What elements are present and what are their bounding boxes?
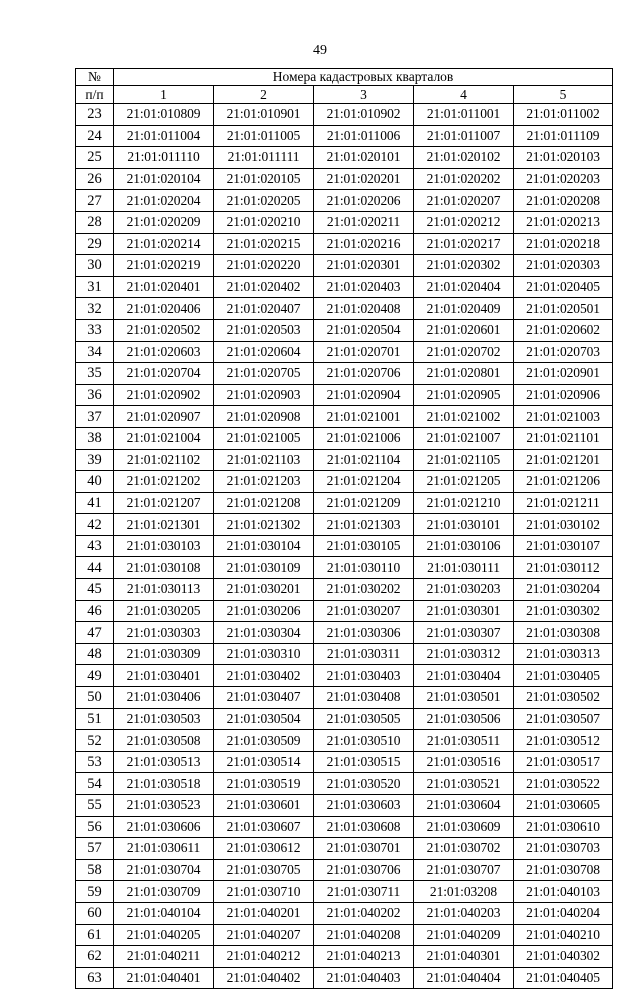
row-number: 46 [76, 600, 114, 622]
cadastral-number-cell: 21:01:011006 [314, 125, 414, 147]
cadastral-number-cell: 21:01:020901 [514, 363, 613, 385]
cadastral-number-cell: 21:01:030505 [314, 708, 414, 730]
header-number-label: № [76, 69, 114, 86]
table-row [76, 341, 613, 363]
row-number: 29 [76, 233, 114, 255]
row-number: 35 [76, 363, 114, 385]
cadastral-number-cell: 21:01:030501 [414, 687, 514, 709]
cadastral-number-cell: 21:01:011111 [214, 147, 314, 169]
cadastral-number-cell: 21:01:020219 [114, 255, 214, 277]
cadastral-number-cell: 21:01:020203 [514, 168, 613, 190]
row-number: 51 [76, 708, 114, 730]
row-number: 27 [76, 190, 114, 212]
table-row [76, 946, 613, 968]
cadastral-number-cell: 21:01:030205 [114, 600, 214, 622]
cadastral-number-cell: 21:01:020906 [514, 384, 613, 406]
cadastral-number-cell: 21:01:020206 [314, 190, 414, 212]
cadastral-number-cell: 21:01:020211 [314, 211, 414, 233]
cadastral-number-cell: 21:01:021004 [114, 427, 214, 449]
cadastral-number-cell: 21:01:030607 [214, 816, 314, 838]
cadastral-number-cell: 21:01:030404 [414, 665, 514, 687]
cadastral-number-cell: 21:01:011004 [114, 125, 214, 147]
row-number: 36 [76, 384, 114, 406]
cadastral-number-cell: 21:01:020902 [114, 384, 214, 406]
cadastral-number-cell: 21:01:021007 [414, 427, 514, 449]
table-row [76, 190, 613, 212]
cadastral-number-cell: 21:01:030701 [314, 838, 414, 860]
cadastral-number-cell: 21:01:021301 [114, 514, 214, 536]
cadastral-number-cell: 21:01:040205 [114, 924, 214, 946]
table-row [76, 427, 613, 449]
cadastral-number-cell: 21:01:021204 [314, 471, 414, 493]
cadastral-number-cell: 21:01:020202 [414, 168, 514, 190]
cadastral-number-cell: 21:01:020402 [214, 276, 314, 298]
cadastral-number-cell: 21:01:010809 [114, 104, 214, 126]
row-number: 32 [76, 298, 114, 320]
cadastral-number-cell: 21:01:020408 [314, 298, 414, 320]
table-row [76, 319, 613, 341]
cadastral-number-cell: 21:01:040207 [214, 924, 314, 946]
cadastral-number-cell: 21:01:030111 [414, 557, 514, 579]
cadastral-number-cell: 21:01:011001 [414, 104, 514, 126]
cadastral-number-cell: 21:01:021102 [114, 449, 214, 471]
cadastral-number-cell: 21:01:030515 [314, 751, 414, 773]
row-number: 43 [76, 535, 114, 557]
table-row [76, 665, 613, 687]
cadastral-number-cell: 21:01:030604 [414, 795, 514, 817]
row-number: 28 [76, 211, 114, 233]
row-number: 48 [76, 643, 114, 665]
cadastral-number-cell: 21:01:040202 [314, 902, 414, 924]
row-number: 45 [76, 579, 114, 601]
cadastral-number-cell: 21:01:030106 [414, 535, 514, 557]
table-header [76, 69, 613, 104]
cadastral-number-cell: 21:01:030611 [114, 838, 214, 860]
cadastral-number-cell: 21:01:030522 [514, 773, 613, 795]
cadastral-number-cell: 21:01:020201 [314, 168, 414, 190]
cadastral-number-cell: 21:01:020801 [414, 363, 514, 385]
cadastral-number-cell: 21:01:030303 [114, 622, 214, 644]
cadastral-number-cell: 21:01:020105 [214, 168, 314, 190]
cadastral-number-cell: 21:01:021206 [514, 471, 613, 493]
row-number: 23 [76, 104, 114, 126]
cadastral-number-cell: 21:01:020404 [414, 276, 514, 298]
page-number: 49 [313, 43, 327, 58]
table-row [76, 147, 613, 169]
table-row [76, 622, 613, 644]
cadastral-number-cell: 21:01:030310 [214, 643, 314, 665]
cadastral-number-cell: 21:01:030512 [514, 730, 613, 752]
cadastral-number-cell: 21:01:030507 [514, 708, 613, 730]
cadastral-number-cell: 21:01:020602 [514, 319, 613, 341]
row-number: 63 [76, 967, 114, 989]
table-row [76, 967, 613, 989]
cadastral-number-cell: 21:01:020207 [414, 190, 514, 212]
row-number: 40 [76, 471, 114, 493]
header-group-title: Номера кадастровых кварталов [114, 69, 613, 86]
cadastral-number-cell: 21:01:030402 [214, 665, 314, 687]
cadastral-number-cell: 21:01:021002 [414, 406, 514, 428]
cadastral-number-cell: 21:01:030307 [414, 622, 514, 644]
cadastral-number-cell: 21:01:021302 [214, 514, 314, 536]
cadastral-number-cell: 21:01:040302 [514, 946, 613, 968]
cadastral-number-cell: 21:01:030503 [114, 708, 214, 730]
cadastral-number-cell: 21:01:030520 [314, 773, 414, 795]
cadastral-number-cell: 21:01:021105 [414, 449, 514, 471]
row-number: 60 [76, 902, 114, 924]
row-number: 26 [76, 168, 114, 190]
cadastral-number-cell: 21:01:030313 [514, 643, 613, 665]
cadastral-number-cell: 21:01:020501 [514, 298, 613, 320]
table-row [76, 211, 613, 233]
cadastral-number-cell: 21:01:040401 [114, 967, 214, 989]
cadastral-number-cell: 21:01:040301 [414, 946, 514, 968]
table-row [76, 104, 613, 126]
cadastral-number-cell: 21:01:030308 [514, 622, 613, 644]
cadastral-number-cell: 21:01:040210 [514, 924, 613, 946]
cadastral-number-cell: 21:01:021003 [514, 406, 613, 428]
table-row [76, 449, 613, 471]
table-row [76, 838, 613, 860]
row-number: 50 [76, 687, 114, 709]
cadastral-number-cell: 21:01:020403 [314, 276, 414, 298]
cadastral-number-cell: 21:01:030710 [214, 881, 314, 903]
cadastral-number-cell: 21:01:030518 [114, 773, 214, 795]
cadastral-number-cell: 21:01:020504 [314, 319, 414, 341]
cadastral-number-cell: 21:01:021207 [114, 492, 214, 514]
cadastral-number-cell: 21:01:040201 [214, 902, 314, 924]
cadastral-number-cell: 21:01:020215 [214, 233, 314, 255]
table-row [76, 557, 613, 579]
cadastral-number-cell: 21:01:030109 [214, 557, 314, 579]
cadastral-number-cell: 21:01:011005 [214, 125, 314, 147]
header-number-sublabel: п/п [76, 86, 114, 104]
cadastral-number-cell: 21:01:030207 [314, 600, 414, 622]
cadastral-number-cell: 21:01:030605 [514, 795, 613, 817]
cadastral-number-cell: 21:01:030612 [214, 838, 314, 860]
cadastral-number-cell: 21:01:030405 [514, 665, 613, 687]
cadastral-number-cell: 21:01:010902 [314, 104, 414, 126]
row-number: 41 [76, 492, 114, 514]
cadastral-number-cell: 21:01:030401 [114, 665, 214, 687]
cadastral-number-cell: 21:01:021201 [514, 449, 613, 471]
cadastral-number-cell: 21:01:030516 [414, 751, 514, 773]
cadastral-number-cell: 21:01:040208 [314, 924, 414, 946]
cadastral-number-cell: 21:01:040203 [414, 902, 514, 924]
cadastral-number-cell: 21:01:021101 [514, 427, 613, 449]
cadastral-number-cell: 21:01:030309 [114, 643, 214, 665]
table-row [76, 276, 613, 298]
cadastral-number-cell: 21:01:030601 [214, 795, 314, 817]
table-row [76, 600, 613, 622]
cadastral-number-cell: 21:01:030302 [514, 600, 613, 622]
table-row [76, 535, 613, 557]
cadastral-number-cell: 21:01:020303 [514, 255, 613, 277]
cadastral-number-cell: 21:01:030514 [214, 751, 314, 773]
cadastral-number-cell: 21:01:020102 [414, 147, 514, 169]
cadastral-number-cell: 21:01:020209 [114, 211, 214, 233]
column-number-3: 3 [314, 86, 414, 104]
cadastral-number-cell: 21:01:040204 [514, 902, 613, 924]
cadastral-number-cell: 21:01:020705 [214, 363, 314, 385]
row-number: 58 [76, 859, 114, 881]
cadastral-number-cell: 21:01:020706 [314, 363, 414, 385]
cadastral-number-cell: 21:01:030711 [314, 881, 414, 903]
cadastral-number-cell: 21:01:020210 [214, 211, 314, 233]
cadastral-number-cell: 21:01:030110 [314, 557, 414, 579]
cadastral-number-cell: 21:01:030113 [114, 579, 214, 601]
cadastral-number-cell: 21:01:011007 [414, 125, 514, 147]
table-row [76, 492, 613, 514]
row-number: 44 [76, 557, 114, 579]
cadastral-number-cell: 21:01:020302 [414, 255, 514, 277]
cadastral-number-cell: 21:01:030206 [214, 600, 314, 622]
cadastral-number-cell: 21:01:020702 [414, 341, 514, 363]
cadastral-number-cell: 21:01:040402 [214, 967, 314, 989]
cadastral-number-cell: 21:01:021211 [514, 492, 613, 514]
cadastral-number-cell: 21:01:040211 [114, 946, 214, 968]
cadastral-number-cell: 21:01:040403 [314, 967, 414, 989]
cadastral-number-cell: 21:01:030709 [114, 881, 214, 903]
cadastral-number-cell: 21:01:030103 [114, 535, 214, 557]
cadastral-number-cell: 21:01:020703 [514, 341, 613, 363]
cadastral-number-cell: 21:01:03208 [414, 881, 514, 903]
cadastral-number-cell: 21:01:030406 [114, 687, 214, 709]
table-row [76, 471, 613, 493]
cadastral-number-cell: 21:01:030609 [414, 816, 514, 838]
cadastral-number-cell: 21:01:030104 [214, 535, 314, 557]
cadastral-number-cell: 21:01:020908 [214, 406, 314, 428]
cadastral-number-cell: 21:01:021209 [314, 492, 414, 514]
row-number: 54 [76, 773, 114, 795]
cadastral-number-cell: 21:01:030202 [314, 579, 414, 601]
cadastral-number-cell: 21:01:021001 [314, 406, 414, 428]
cadastral-number-cell: 21:01:020204 [114, 190, 214, 212]
cadastral-number-cell: 21:01:030603 [314, 795, 414, 817]
row-number: 24 [76, 125, 114, 147]
cadastral-number-cell: 21:01:030304 [214, 622, 314, 644]
table-row [76, 751, 613, 773]
cadastral-number-cell: 21:01:020213 [514, 211, 613, 233]
cadastral-number-cell: 21:01:030523 [114, 795, 214, 817]
cadastral-quarters-table [75, 68, 613, 989]
cadastral-number-cell: 21:01:030408 [314, 687, 414, 709]
row-number: 38 [76, 427, 114, 449]
cadastral-number-cell: 21:01:040404 [414, 967, 514, 989]
cadastral-number-cell: 21:01:020104 [114, 168, 214, 190]
cadastral-number-cell: 21:01:030506 [414, 708, 514, 730]
cadastral-number-cell: 21:01:030203 [414, 579, 514, 601]
table-row [76, 406, 613, 428]
cadastral-number-cell: 21:01:030706 [314, 859, 414, 881]
row-number: 25 [76, 147, 114, 169]
cadastral-number-cell: 21:01:030521 [414, 773, 514, 795]
cadastral-number-cell: 21:01:020903 [214, 384, 314, 406]
cadastral-number-cell: 21:01:030708 [514, 859, 613, 881]
cadastral-number-cell: 21:01:030108 [114, 557, 214, 579]
cadastral-number-cell: 21:01:030306 [314, 622, 414, 644]
table-row [76, 579, 613, 601]
table-row [76, 859, 613, 881]
table-row [76, 795, 613, 817]
table-row [76, 363, 613, 385]
cadastral-number-cell: 21:01:040104 [114, 902, 214, 924]
row-number: 30 [76, 255, 114, 277]
cadastral-number-cell: 21:01:030102 [514, 514, 613, 536]
cadastral-number-cell: 21:01:030504 [214, 708, 314, 730]
cadastral-number-cell: 21:01:020216 [314, 233, 414, 255]
table-row [76, 687, 613, 709]
cadastral-number-cell: 21:01:030112 [514, 557, 613, 579]
table-row [76, 125, 613, 147]
row-number: 61 [76, 924, 114, 946]
cadastral-number-cell: 21:01:030608 [314, 816, 414, 838]
cadastral-number-cell: 21:01:030407 [214, 687, 314, 709]
cadastral-number-cell: 21:01:020214 [114, 233, 214, 255]
cadastral-number-cell: 21:01:030702 [414, 838, 514, 860]
cadastral-number-cell: 21:01:030513 [114, 751, 214, 773]
column-number-4: 4 [414, 86, 514, 104]
cadastral-number-cell: 21:01:021208 [214, 492, 314, 514]
cadastral-number-cell: 21:01:020301 [314, 255, 414, 277]
cadastral-number-cell: 21:01:020401 [114, 276, 214, 298]
cadastral-number-cell: 21:01:020208 [514, 190, 613, 212]
cadastral-number-cell: 21:01:011110 [114, 147, 214, 169]
cadastral-number-cell: 21:01:030707 [414, 859, 514, 881]
cadastral-number-cell: 21:01:030204 [514, 579, 613, 601]
cadastral-number-cell: 21:01:040212 [214, 946, 314, 968]
cadastral-number-cell: 21:01:020103 [514, 147, 613, 169]
cadastral-number-cell: 21:01:030508 [114, 730, 214, 752]
cadastral-number-cell: 21:01:021202 [114, 471, 214, 493]
cadastral-number-cell: 21:01:020603 [114, 341, 214, 363]
table-row [76, 298, 613, 320]
cadastral-number-cell: 21:01:021303 [314, 514, 414, 536]
cadastral-number-cell: 21:01:020704 [114, 363, 214, 385]
row-number: 62 [76, 946, 114, 968]
cadastral-number-cell: 21:01:040213 [314, 946, 414, 968]
cadastral-number-cell: 21:01:020407 [214, 298, 314, 320]
cadastral-number-cell: 21:01:030511 [414, 730, 514, 752]
cadastral-number-cell: 21:01:040103 [514, 881, 613, 903]
cadastral-number-cell: 21:01:020218 [514, 233, 613, 255]
cadastral-number-cell: 21:01:020101 [314, 147, 414, 169]
cadastral-number-cell: 21:01:020905 [414, 384, 514, 406]
cadastral-number-cell: 21:01:021205 [414, 471, 514, 493]
cadastral-number-cell: 21:01:011002 [514, 104, 613, 126]
row-number: 47 [76, 622, 114, 644]
row-number: 39 [76, 449, 114, 471]
cadastral-number-cell: 21:01:021104 [314, 449, 414, 471]
row-number: 57 [76, 838, 114, 860]
table-row [76, 708, 613, 730]
cadastral-number-cell: 21:01:030301 [414, 600, 514, 622]
table-row [76, 730, 613, 752]
cadastral-number-cell: 21:01:030606 [114, 816, 214, 838]
cadastral-number-cell: 21:01:021103 [214, 449, 314, 471]
table-row [76, 168, 613, 190]
cadastral-number-cell: 21:01:021203 [214, 471, 314, 493]
table-row [76, 384, 613, 406]
row-number: 37 [76, 406, 114, 428]
cadastral-number-cell: 21:01:020604 [214, 341, 314, 363]
table-row [76, 881, 613, 903]
column-number-1: 1 [114, 86, 214, 104]
cadastral-number-cell: 21:01:020502 [114, 319, 214, 341]
cadastral-number-cell: 21:01:030105 [314, 535, 414, 557]
row-number: 55 [76, 795, 114, 817]
cadastral-number-cell: 21:01:020907 [114, 406, 214, 428]
table-row [76, 643, 613, 665]
row-number: 33 [76, 319, 114, 341]
cadastral-number-cell: 21:01:030517 [514, 751, 613, 773]
row-number: 56 [76, 816, 114, 838]
row-number: 31 [76, 276, 114, 298]
row-number: 49 [76, 665, 114, 687]
cadastral-number-cell: 21:01:020701 [314, 341, 414, 363]
cadastral-number-cell: 21:01:030101 [414, 514, 514, 536]
cadastral-number-cell: 21:01:020503 [214, 319, 314, 341]
cadastral-number-cell: 21:01:030502 [514, 687, 613, 709]
cadastral-number-cell: 21:01:010901 [214, 104, 314, 126]
cadastral-number-cell: 21:01:011109 [514, 125, 613, 147]
cadastral-number-cell: 21:01:030201 [214, 579, 314, 601]
cadastral-number-cell: 21:01:030403 [314, 665, 414, 687]
cadastral-number-cell: 21:01:030705 [214, 859, 314, 881]
row-number: 34 [76, 341, 114, 363]
table-row [76, 902, 613, 924]
cadastral-number-cell: 21:01:020405 [514, 276, 613, 298]
cadastral-number-cell: 21:01:030312 [414, 643, 514, 665]
row-number: 42 [76, 514, 114, 536]
table-row [76, 233, 613, 255]
cadastral-number-cell: 21:01:030610 [514, 816, 613, 838]
cadastral-number-cell: 21:01:020601 [414, 319, 514, 341]
cadastral-number-cell: 21:01:020409 [414, 298, 514, 320]
cadastral-number-cell: 21:01:020217 [414, 233, 514, 255]
table-row [76, 773, 613, 795]
cadastral-number-cell: 21:01:021210 [414, 492, 514, 514]
cadastral-number-cell: 21:01:040405 [514, 967, 613, 989]
cadastral-number-cell: 21:01:030519 [214, 773, 314, 795]
column-number-5: 5 [514, 86, 613, 104]
table-row [76, 816, 613, 838]
cadastral-number-cell: 21:01:020212 [414, 211, 514, 233]
cadastral-number-cell: 21:01:030704 [114, 859, 214, 881]
cadastral-number-cell: 21:01:030703 [514, 838, 613, 860]
cadastral-number-cell: 21:01:030509 [214, 730, 314, 752]
cadastral-number-cell: 21:01:020406 [114, 298, 214, 320]
cadastral-number-cell: 21:01:020904 [314, 384, 414, 406]
cadastral-number-cell: 21:01:021005 [214, 427, 314, 449]
row-number: 53 [76, 751, 114, 773]
cadastral-number-cell: 21:01:040209 [414, 924, 514, 946]
table-row [76, 255, 613, 277]
cadastral-number-cell: 21:01:020220 [214, 255, 314, 277]
table-row [76, 514, 613, 536]
row-number: 59 [76, 881, 114, 903]
cadastral-number-cell: 21:01:020205 [214, 190, 314, 212]
table-row [76, 924, 613, 946]
cadastral-number-cell: 21:01:030311 [314, 643, 414, 665]
column-number-2: 2 [214, 86, 314, 104]
table-body [76, 104, 613, 989]
cadastral-number-cell: 21:01:030510 [314, 730, 414, 752]
cadastral-number-cell: 21:01:021006 [314, 427, 414, 449]
row-number: 52 [76, 730, 114, 752]
cadastral-number-cell: 21:01:030107 [514, 535, 613, 557]
